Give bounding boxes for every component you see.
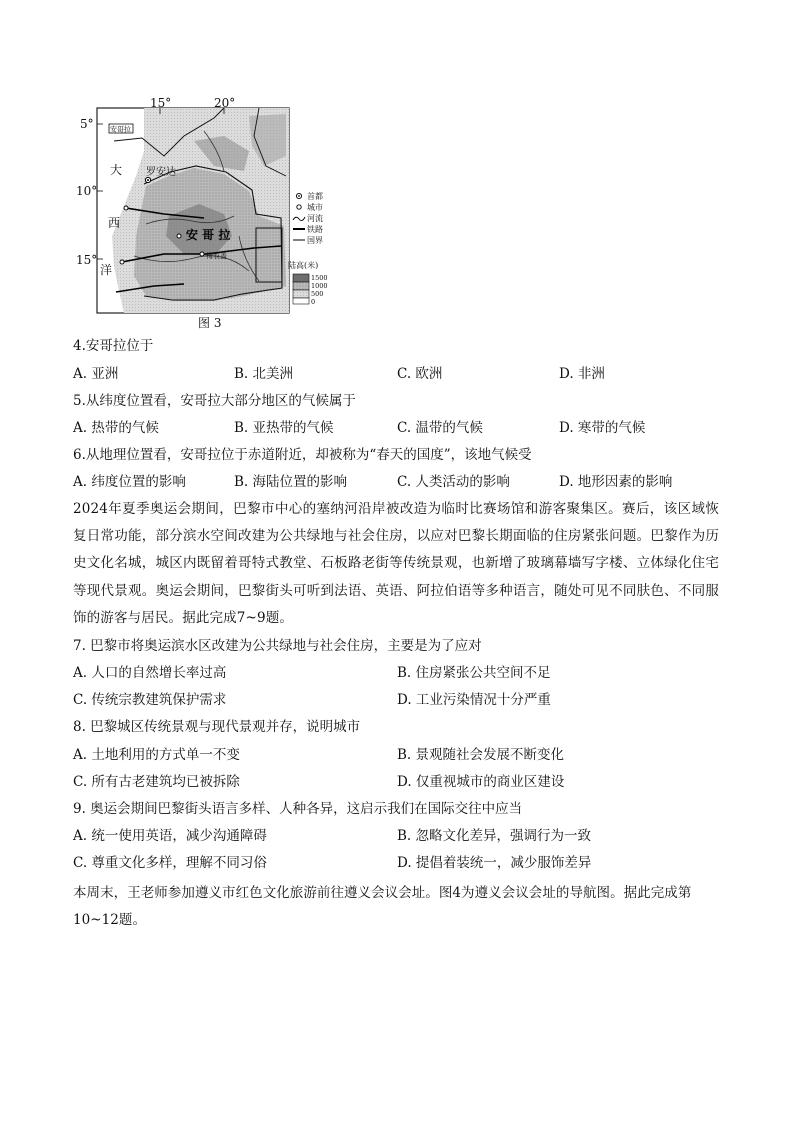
city-marker [177, 234, 181, 238]
angola-label: 安 哥 拉 [186, 228, 231, 242]
q7-stem: 7. 巴黎市将奥运滨水区改建为公共绿地与社会住房，主要是为了应对 [73, 638, 482, 654]
q9-option-d: D. 提倡着装统一，减少服饰差异 [397, 855, 592, 871]
q4-option-a: A. 亚洲 [73, 366, 119, 382]
q8-option-a: A. 土地利用的方式单一不变 [73, 747, 240, 763]
luanda-label: 罗安达 [146, 167, 176, 178]
legend-elev-500: 500 [311, 290, 324, 298]
city-label: 梅农盖 [206, 252, 227, 260]
legend-border: 国界 [307, 236, 323, 245]
city-marker [124, 206, 128, 210]
q7-option-c: C. 传统宗教建筑保护需求 [73, 692, 227, 708]
figure-caption: 图 3 [198, 316, 222, 330]
ocean-char-1: 大 [110, 163, 123, 177]
legend-elev-1500: 1500 [311, 274, 328, 282]
q5-option-b: B. 亚热带的气候 [234, 420, 334, 436]
lon-label-20: 20° [214, 96, 236, 110]
legend-elev-0: 0 [311, 298, 316, 306]
passage-paris: 2024年夏季奥运会期间，巴黎市中心的塞纳河沿岸被改造为临时比赛场馆和游客聚集区。赛后，该区域恢复日常功能，部分滨水空间改建为公共绿地与社会住房，以应对巴黎长期面临的住房紧张问题。巴黎作为历史文化名城，城区内既留着哥特式教堂、石板路老街等传统景观，也新增了玻璃幕墙写字楼、立体绿化住宅等现代景观。奥运会期间，巴黎街头可听到法语、英语、阿拉伯语等多种语言，随处可见不同肤色、不同服饰的游客与居民。据此完成7~9题。 [73, 501, 719, 626]
q6-option-d: D. 地形因素的影响 [559, 474, 673, 490]
legend-city: 城市 [307, 203, 323, 212]
q4-stem: 4.安哥拉位于 [73, 338, 154, 354]
city-marker [120, 260, 124, 264]
legend-river: 河流 [307, 214, 323, 223]
q8-option-d: D. 仅重视城市的商业区建设 [397, 774, 565, 790]
q8-option-b: B. 景观随社会发展不断变化 [397, 747, 565, 763]
river-symbol-icon [293, 217, 305, 221]
q4-option-b: B. 北美洲 [234, 366, 294, 382]
q6-option-b: B. 海陆位置的影响 [234, 474, 348, 490]
q5-option-d: D. 寒带的气候 [559, 420, 646, 436]
city-symbol-icon [297, 205, 301, 209]
lon-label-15: 15° [150, 96, 172, 110]
q8-stem: 8. 巴黎城区传统景观与现代景观并存，说明城市 [73, 719, 361, 735]
ocean-char-3: 洋 [100, 263, 113, 277]
ocean-char-2: 西 [108, 216, 121, 230]
q5-option-a: A. 热带的气候 [73, 420, 159, 436]
lat-label-10: 10° [76, 184, 98, 198]
q5-option-c: C. 温带的气候 [397, 420, 483, 436]
q9-option-a: A. 统一使用英语，减少沟通障碍 [73, 828, 267, 844]
q6-option-a: A. 纬度位置的影响 [73, 474, 186, 490]
q5-stem: 5.从纬度位置看，安哥拉大部分地区的气候属于 [73, 393, 356, 409]
legend-capital: 首都 [307, 192, 323, 201]
city-marker [200, 252, 204, 256]
q9-stem: 9. 奥运会期间巴黎街头语言多样、人种各异，这启示我们在国际交往中应当 [73, 801, 523, 817]
q7-option-b: B. 住房紧张公共空间不足 [397, 665, 551, 681]
q4-option-d: D. 非洲 [559, 366, 605, 382]
q7-option-a: A. 人口的自然增长率过高 [73, 665, 227, 681]
q4-option-c: C. 欧洲 [397, 366, 443, 382]
lat-label-15: 15° [76, 253, 98, 267]
q6-stem: 6.从地理位置看，安哥拉位于赤道附近，却被称为“春天的国度”，该地气候受 [73, 447, 532, 463]
q6-option-c: C. 人类活动的影响 [397, 474, 510, 490]
q9-option-c: C. 尊重文化多样，理解不同习俗 [73, 855, 267, 871]
angola-map-figure [74, 96, 344, 332]
legend-elevation-title: 陆高(米) [288, 261, 319, 270]
legend-railway: 铁路 [307, 225, 323, 234]
passage-zunyi: 本周末，王老师参加遵义市红色文化旅游前往遵义会议会址。图4为遵义会议会址的导航图。据此完成第10~12题。 [73, 885, 692, 928]
lat-label-5: 5° [80, 117, 94, 131]
top-label-text: 安哥拉 [110, 125, 131, 134]
q9-option-b: B. 忽略文化差异，强调行为一致 [397, 828, 592, 844]
legend-elev-1000: 1000 [311, 282, 328, 290]
q8-option-c: C. 所有古老建筑均已被拆除 [73, 774, 240, 790]
map-legend [288, 191, 328, 306]
q7-option-d: D. 工业污染情况十分严重 [397, 692, 551, 708]
